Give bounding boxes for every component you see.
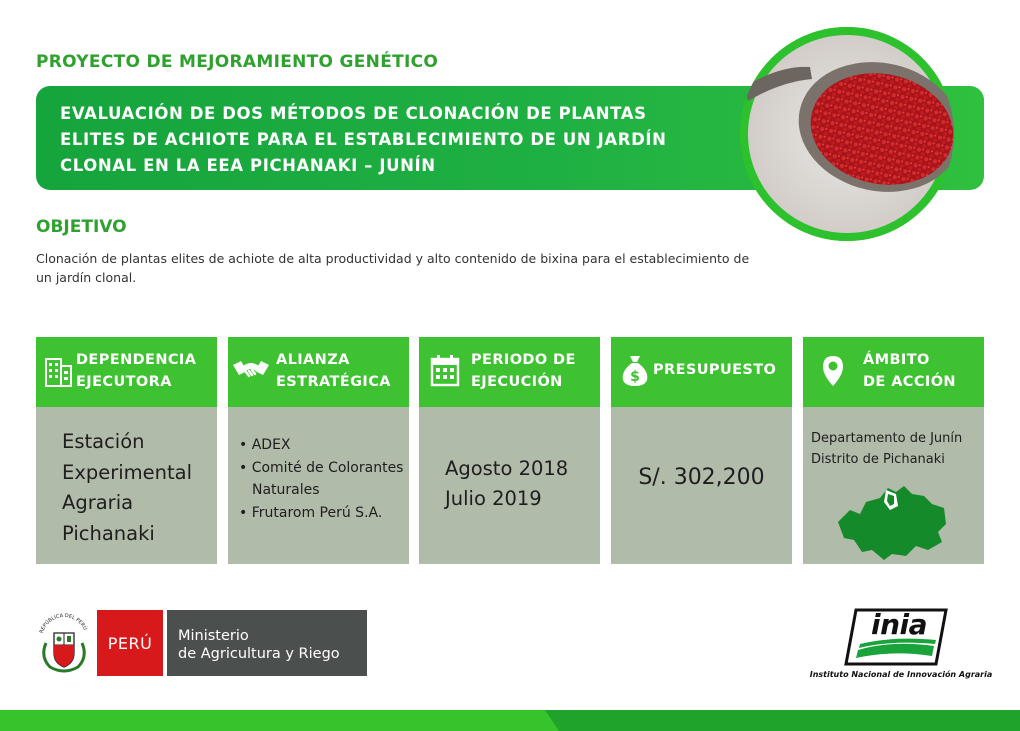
card-title-line: EJECUCIÓN xyxy=(471,374,563,390)
card-title xyxy=(803,349,984,393)
card-title-line: DEPENDENCIA xyxy=(76,352,197,368)
handshake-icon xyxy=(232,353,270,387)
dependencia-line: Agraria xyxy=(62,491,134,514)
building-icon xyxy=(44,353,74,387)
ministry-line-2: de Agricultura y Riego xyxy=(178,646,340,662)
card-header xyxy=(419,337,600,407)
achiote-seeds-image xyxy=(740,27,954,241)
calendar-icon xyxy=(430,353,460,387)
title-line-3: CLONAL EN LA EEA PICHANAKI – JUNÍN xyxy=(60,156,436,175)
page-title xyxy=(60,101,760,179)
footer-stripe-accent xyxy=(545,710,1020,731)
svg-text:REPÚBLICA DEL PERÚ xyxy=(39,613,89,634)
budget-amount: S/. 302,200 xyxy=(638,465,765,490)
title-line-2: ELITES DE ACHIOTE PARA EL ESTABLECIMIENTO DE UN JARDÍN xyxy=(60,130,667,149)
card-title xyxy=(653,359,793,381)
alianza-item: • Frutarom Perú S.A. xyxy=(239,504,383,521)
inia-full-name: Instituto Nacional de Innovación Agraria xyxy=(809,670,993,679)
card-ambito-accion xyxy=(803,337,984,564)
card-alianza-estrategica xyxy=(228,337,409,564)
card-dependencia-ejecutora xyxy=(36,337,217,564)
card-header xyxy=(36,337,217,407)
card-periodo-ejecucion xyxy=(419,337,600,564)
ambito-district: Distrito de Pichanaki xyxy=(811,452,945,467)
card-header xyxy=(228,337,409,407)
dependencia-line: Experimental xyxy=(62,460,193,484)
card-body xyxy=(803,407,984,564)
card-body xyxy=(36,407,217,564)
inia-logo-text: inia xyxy=(870,608,928,641)
card-header xyxy=(803,337,984,407)
inia-logo xyxy=(842,606,952,668)
card-presupuesto xyxy=(611,337,792,564)
card-body xyxy=(228,407,409,564)
dependencia-line: Pichanaki xyxy=(62,521,155,545)
periodo-end: Julio 2019 xyxy=(445,487,542,510)
peru-label: PERÚ xyxy=(107,634,153,653)
card-title xyxy=(76,349,216,393)
card-title-line: ÁMBITO xyxy=(863,352,930,368)
card-header xyxy=(611,337,792,407)
ministry-line-1: Ministerio xyxy=(178,628,249,644)
card-title-line: DE ACCIÓN xyxy=(863,374,956,390)
card-title-line: ESTRATÉGICA xyxy=(276,374,391,390)
project-label: PROYECTO DE MEJORAMIENTO GENÉTICO xyxy=(36,52,439,72)
card-body xyxy=(611,407,792,564)
card-title-line: PERIODO DE xyxy=(471,352,576,368)
objective-text: Clonación de plantas elites de achiote de alta productividad y alto contenido de bixina para el establecimiento de un jardín clonal. xyxy=(36,251,750,285)
money-bag-icon xyxy=(620,353,650,387)
card-title-line: ALIANZA xyxy=(276,352,350,368)
periodo-start: Agosto 2018 xyxy=(445,457,569,480)
ministry-brand-block xyxy=(167,610,367,676)
objective-heading: OBJETIVO xyxy=(36,217,127,237)
alianza-item: • Comité de Colorantes xyxy=(239,459,404,476)
card-title-line: EJECUTORA xyxy=(76,374,172,390)
card-title-line: PRESUPUESTO xyxy=(653,362,777,378)
junin-map-icon xyxy=(836,484,948,564)
peru-coat-of-arms-logo xyxy=(36,613,92,675)
dependencia-line: Estación xyxy=(62,430,145,453)
ambito-department: Departamento de Junín xyxy=(811,431,963,446)
card-title xyxy=(471,349,611,393)
card-title xyxy=(276,349,416,393)
alianza-item: • ADEX xyxy=(239,437,291,453)
svg-text:$: $ xyxy=(630,369,640,385)
peru-brand-block xyxy=(97,610,163,676)
card-body xyxy=(419,407,600,564)
alianza-item: Naturales xyxy=(252,482,320,498)
title-line-1: EVALUACIÓN DE DOS MÉTODOS DE CLONACIÓN DE PLANTAS xyxy=(60,104,647,123)
seal-text: REPÚBLICA DEL PERÚ xyxy=(38,613,88,635)
